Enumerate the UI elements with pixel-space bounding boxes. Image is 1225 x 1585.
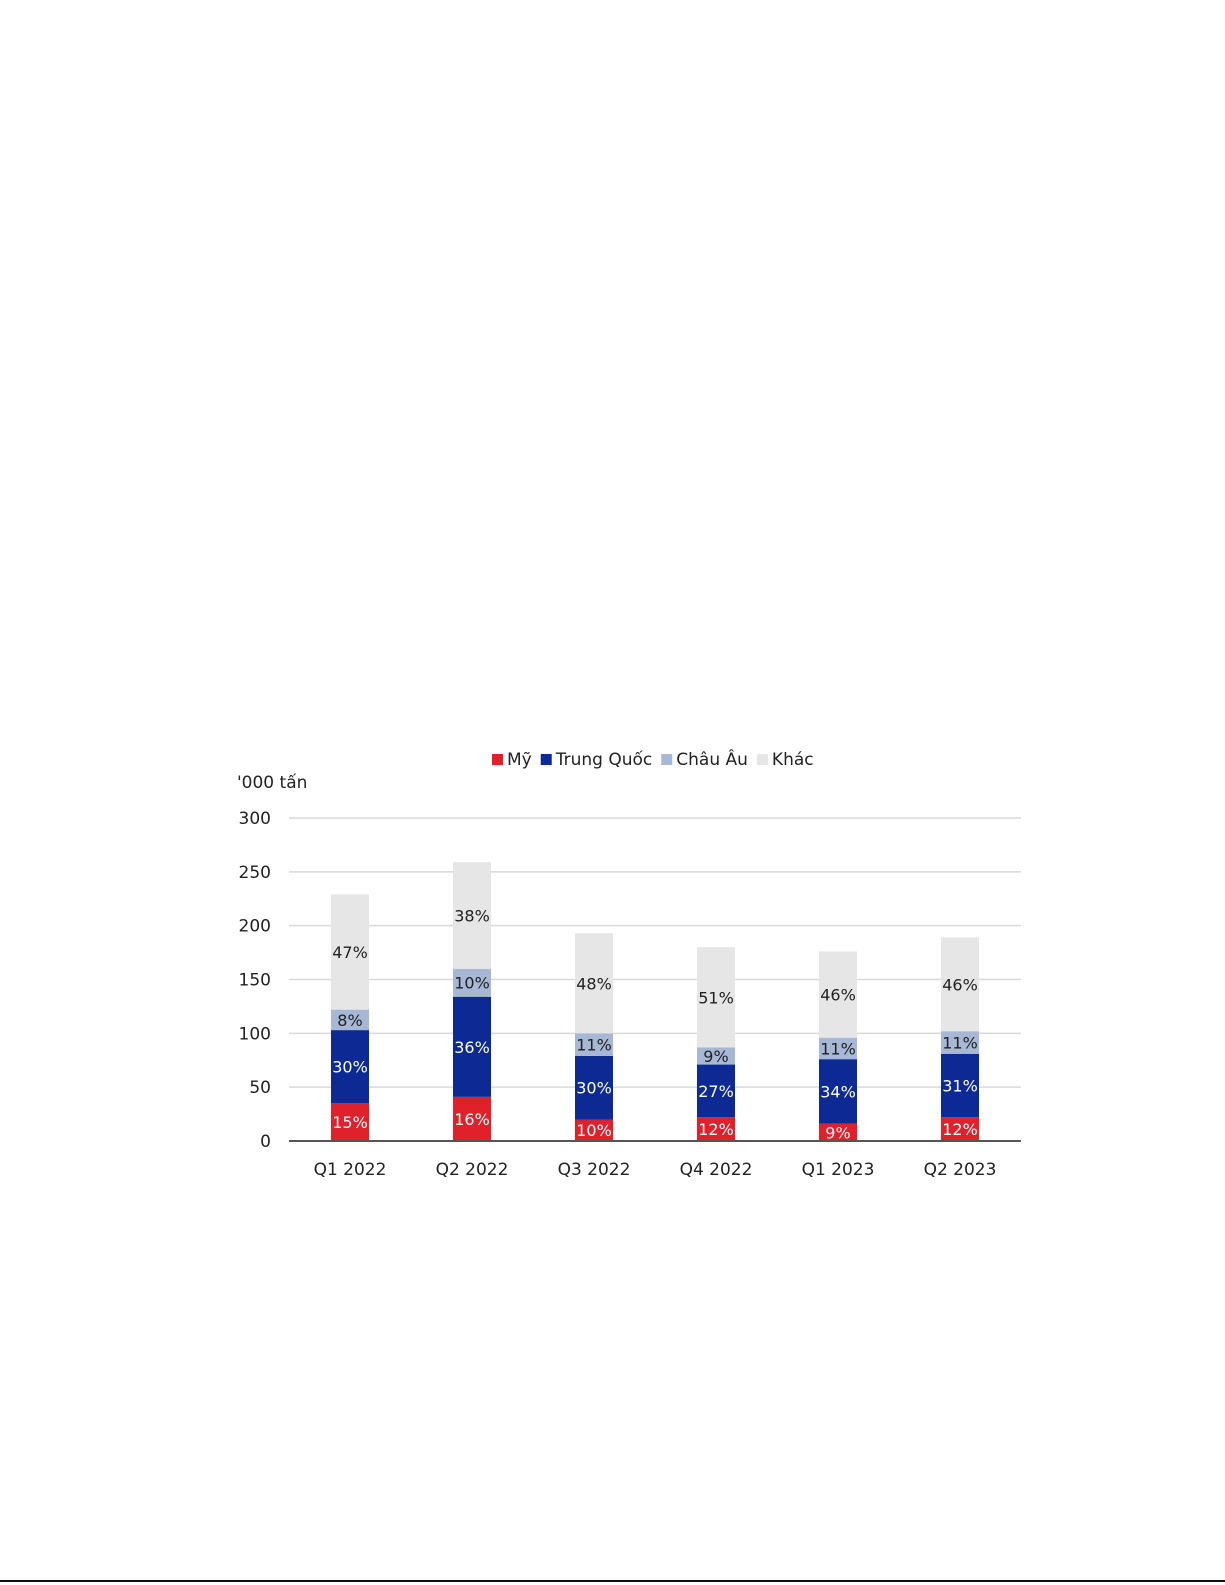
- y-axis-unit-label: '000 tấn: [237, 773, 308, 793]
- x-tick-label: Q1 2022: [313, 1160, 387, 1180]
- x-tick-label: Q2 2022: [435, 1160, 509, 1180]
- legend-item: [541, 749, 653, 770]
- data-label: 48%: [576, 974, 612, 994]
- data-label: 27%: [698, 1081, 734, 1101]
- x-tick-label: Q1 2023: [801, 1160, 875, 1180]
- legend-label: Trung Quốc: [555, 750, 653, 770]
- x-axis-ticks: [314, 1160, 997, 1180]
- data-label: 34%: [820, 1082, 856, 1102]
- data-label: 38%: [454, 906, 490, 926]
- data-label: 46%: [942, 975, 978, 995]
- data-label: 31%: [942, 1076, 978, 1096]
- data-label: 9%: [703, 1046, 729, 1066]
- legend-label: Châu Âu: [676, 750, 748, 770]
- x-tick-label: Q4 2022: [679, 1160, 753, 1180]
- data-label: 12%: [698, 1120, 734, 1140]
- bar-stack: [941, 938, 979, 1141]
- data-label: 10%: [576, 1121, 612, 1141]
- page-bottom-rule: [0, 1580, 1225, 1582]
- data-label: 10%: [454, 973, 490, 993]
- y-tick-label: 150: [238, 970, 271, 991]
- data-label: 12%: [942, 1120, 978, 1140]
- gridlines: [289, 818, 1021, 1087]
- data-label: 51%: [698, 988, 734, 1008]
- bar-stack: [575, 933, 613, 1141]
- data-label: 30%: [332, 1057, 368, 1077]
- data-label: 15%: [332, 1113, 368, 1133]
- y-tick-label: 200: [238, 916, 271, 937]
- legend-swatch: [541, 754, 552, 765]
- data-label: 30%: [576, 1078, 612, 1098]
- x-tick-label: Q3 2022: [557, 1160, 631, 1180]
- legend-swatch: [492, 754, 503, 765]
- legend-item: [492, 750, 532, 770]
- y-tick-label: 0: [260, 1132, 271, 1152]
- legend-swatch: [757, 754, 768, 765]
- legend-label: Khác: [771, 750, 814, 770]
- bar-stack: [697, 947, 735, 1141]
- bars: [331, 862, 979, 1142]
- data-label: 8%: [337, 1010, 363, 1030]
- data-label: 16%: [454, 1109, 490, 1129]
- legend-item: [757, 750, 814, 770]
- data-label: 9%: [825, 1123, 851, 1143]
- legend-swatch: [661, 754, 672, 765]
- y-tick-label: 300: [238, 809, 271, 829]
- data-label: 11%: [942, 1033, 978, 1053]
- y-tick-label: 100: [238, 1024, 271, 1045]
- bar-stack: [453, 862, 491, 1141]
- legend: [492, 748, 814, 770]
- y-tick-label: 50: [249, 1078, 271, 1099]
- legend-label: Mỹ: [507, 750, 532, 770]
- data-label: 46%: [820, 985, 856, 1005]
- data-label: 47%: [332, 943, 368, 963]
- bar-stack: [819, 952, 857, 1143]
- legend-item: [661, 748, 748, 770]
- x-tick-label: Q2 2023: [923, 1160, 997, 1180]
- data-label: 36%: [454, 1037, 490, 1057]
- data-label: 11%: [820, 1039, 856, 1059]
- y-tick-label: 250: [238, 862, 271, 883]
- data-label: 11%: [576, 1035, 612, 1055]
- y-axis-ticks: [239, 809, 271, 1152]
- bar-stack: [331, 894, 369, 1141]
